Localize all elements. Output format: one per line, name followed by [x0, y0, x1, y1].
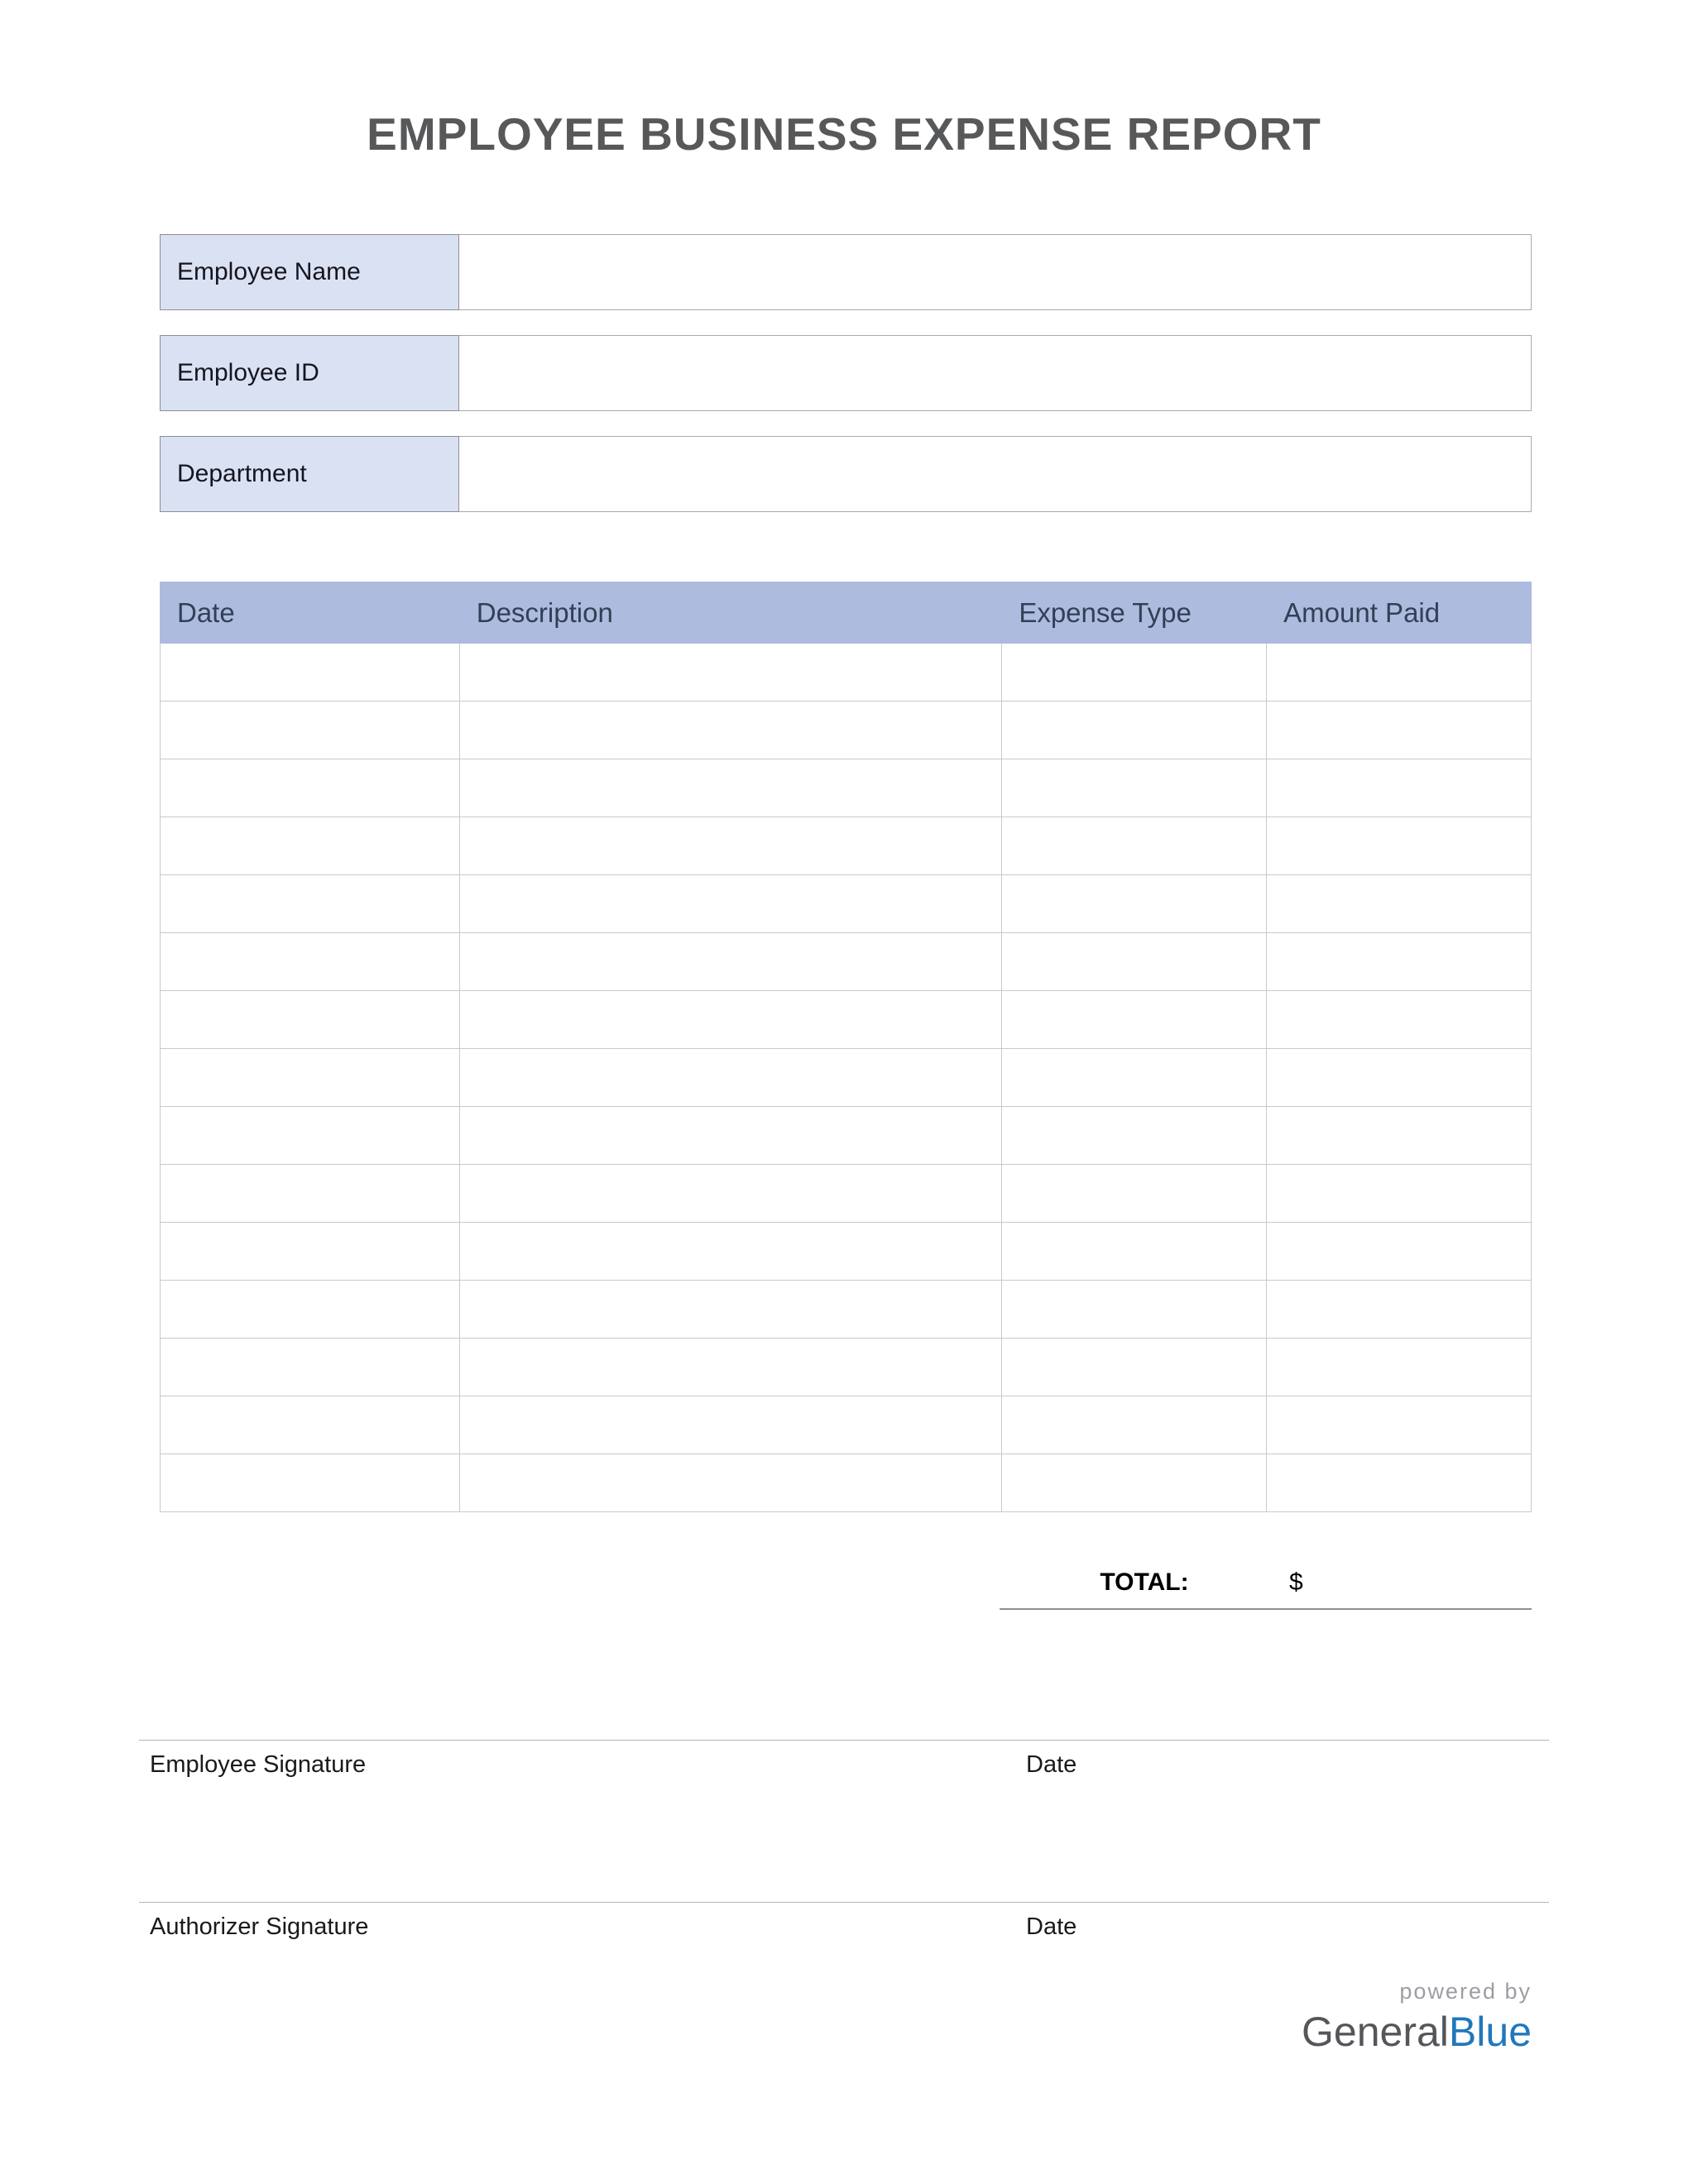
expense-table-header-row: [161, 582, 1532, 644]
expense-table-cell[interactable]: [161, 933, 460, 991]
expense-table-row: [161, 991, 1532, 1049]
authorizer-signature-section: [139, 1902, 1549, 1941]
expense-table-cell[interactable]: [1002, 644, 1267, 702]
total-label: TOTAL:: [1100, 1569, 1189, 1596]
col-header-description: Description: [459, 582, 1002, 644]
col-header-expense-type: Expense Type: [1002, 582, 1267, 644]
expense-table-cell[interactable]: [1267, 759, 1532, 817]
expense-table-cell[interactable]: [161, 817, 460, 875]
expense-table-cell[interactable]: [161, 1339, 460, 1396]
expense-table-row: [161, 1107, 1532, 1165]
expense-table-cell[interactable]: [161, 1454, 460, 1512]
expense-table-cell[interactable]: [1002, 1281, 1267, 1339]
brand-blue-text: Blue: [1448, 2009, 1532, 2055]
department-row: [160, 436, 1532, 512]
expense-table-cell[interactable]: [459, 991, 1002, 1049]
expense-table-cell[interactable]: [459, 1339, 1002, 1396]
brand-general-text: General: [1302, 2009, 1449, 2055]
expense-table-row: [161, 759, 1532, 817]
expense-table-cell[interactable]: [459, 1165, 1002, 1223]
department-label: Department: [160, 436, 459, 512]
col-header-date: Date: [161, 582, 460, 644]
expense-table-row: [161, 1281, 1532, 1339]
expense-table-cell[interactable]: [1267, 817, 1532, 875]
employee-info-section: [160, 234, 1532, 537]
expense-table-cell[interactable]: [1267, 1165, 1532, 1223]
employee-id-input[interactable]: [459, 335, 1532, 411]
expense-table-header: [161, 582, 1532, 644]
total-currency-symbol: $: [1289, 1569, 1303, 1596]
expense-table-row: [161, 1339, 1532, 1396]
expense-table-cell[interactable]: [1002, 1165, 1267, 1223]
expense-table-cell[interactable]: [1267, 1454, 1532, 1512]
department-input[interactable]: [459, 436, 1532, 512]
expense-table-cell[interactable]: [1002, 817, 1267, 875]
total-row: [1000, 1569, 1532, 1610]
expense-table-cell[interactable]: [1002, 1339, 1267, 1396]
expense-table-cell[interactable]: [1002, 933, 1267, 991]
expense-table-row: [161, 1049, 1532, 1107]
expense-table-cell[interactable]: [1002, 875, 1267, 933]
expense-table-cell[interactable]: [459, 1281, 1002, 1339]
employee-name-row: [160, 234, 1532, 310]
expense-table-cell[interactable]: [1002, 702, 1267, 759]
expense-table-cell[interactable]: [161, 1223, 460, 1281]
expense-table-row: [161, 702, 1532, 759]
expense-table-cell[interactable]: [1267, 1223, 1532, 1281]
expense-table-cell[interactable]: [1267, 1281, 1532, 1339]
authorizer-signature-label: Authorizer Signature: [150, 1913, 369, 1940]
powered-by-text: powered by: [1399, 1979, 1532, 2004]
generalblue-logo: [160, 2008, 1532, 2056]
expense-table-body: [161, 644, 1532, 1512]
employee-signature-section: [139, 1740, 1549, 1779]
expense-table-cell[interactable]: [1002, 991, 1267, 1049]
employee-signature-label: Employee Signature: [150, 1751, 367, 1778]
expense-table-cell[interactable]: [161, 702, 460, 759]
expense-table-cell[interactable]: [161, 759, 460, 817]
expense-table-row: [161, 933, 1532, 991]
expense-table-cell[interactable]: [459, 875, 1002, 933]
expense-table-cell[interactable]: [1002, 1454, 1267, 1512]
expense-table-cell[interactable]: [459, 933, 1002, 991]
expense-table-cell[interactable]: [1267, 875, 1532, 933]
expense-table-cell[interactable]: [459, 817, 1002, 875]
expense-table-cell[interactable]: [1267, 644, 1532, 702]
expense-table-cell[interactable]: [1267, 702, 1532, 759]
expense-table-cell[interactable]: [1267, 991, 1532, 1049]
expense-table-cell[interactable]: [1002, 1223, 1267, 1281]
expense-table-cell[interactable]: [161, 1281, 460, 1339]
expense-table-cell[interactable]: [161, 875, 460, 933]
expense-table-row: [161, 1396, 1532, 1454]
expense-table-cell[interactable]: [459, 759, 1002, 817]
employee-id-row: [160, 335, 1532, 411]
expense-table-cell[interactable]: [1267, 1107, 1532, 1165]
expense-table-cell[interactable]: [1267, 1049, 1532, 1107]
employee-name-label: Employee Name: [160, 234, 459, 310]
expense-table-cell[interactable]: [459, 644, 1002, 702]
expense-table-row: [161, 875, 1532, 933]
expense-table-cell[interactable]: [459, 1107, 1002, 1165]
expense-table-row: [161, 1223, 1532, 1281]
expense-table-cell[interactable]: [459, 1454, 1002, 1512]
expense-table-cell[interactable]: [161, 1049, 460, 1107]
expense-table-cell[interactable]: [459, 702, 1002, 759]
expense-table-cell[interactable]: [1002, 759, 1267, 817]
expense-table-cell[interactable]: [1267, 1396, 1532, 1454]
expense-table-cell[interactable]: [459, 1049, 1002, 1107]
expense-table-cell[interactable]: [161, 1165, 460, 1223]
expense-table-cell[interactable]: [161, 1396, 460, 1454]
expense-table-cell[interactable]: [161, 1107, 460, 1165]
expense-table-row: [161, 644, 1532, 702]
expense-table-cell[interactable]: [1002, 1107, 1267, 1165]
expense-table-cell[interactable]: [161, 644, 460, 702]
expense-table: [160, 582, 1532, 1512]
employee-name-input[interactable]: [459, 234, 1532, 310]
authorizer-signature-date-label: Date: [1026, 1913, 1077, 1940]
col-header-amount-paid: Amount Paid: [1267, 582, 1532, 644]
expense-table-cell[interactable]: [459, 1223, 1002, 1281]
expense-table-cell[interactable]: [1002, 1049, 1267, 1107]
employee-id-label: Employee ID: [160, 335, 459, 411]
employee-signature-date-label: Date: [1026, 1751, 1077, 1778]
expense-table-row: [161, 1454, 1532, 1512]
expense-table-cell[interactable]: [459, 1396, 1002, 1454]
expense-table-row: [161, 817, 1532, 875]
expense-table-row: [161, 1165, 1532, 1223]
expense-table-cell[interactable]: [1002, 1396, 1267, 1454]
footer: [160, 1979, 1532, 2056]
expense-table-cell[interactable]: [1267, 933, 1532, 991]
expense-table-cell[interactable]: [161, 991, 460, 1049]
page-title: EMPLOYEE BUSINESS EXPENSE REPORT: [367, 108, 1321, 160]
expense-table-cell[interactable]: [1267, 1339, 1532, 1396]
